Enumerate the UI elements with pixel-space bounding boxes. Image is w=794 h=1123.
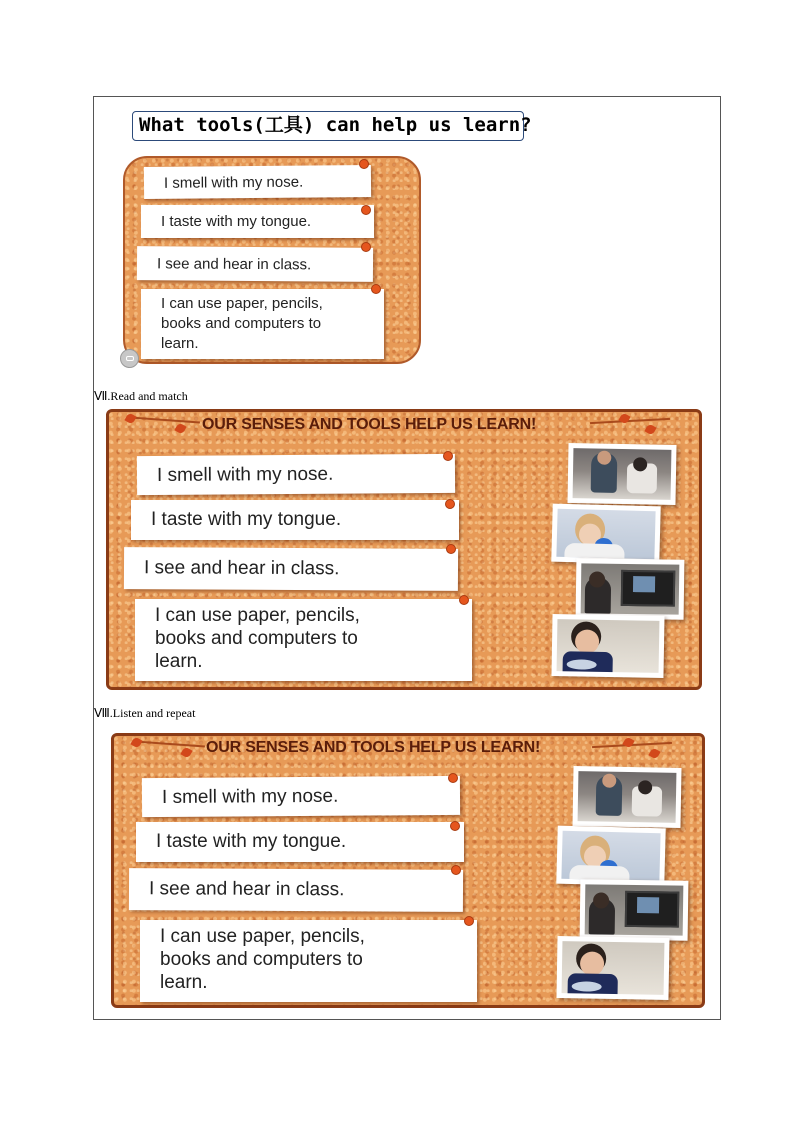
board-title: OUR SENSES AND TOOLS HELP US LEARN! xyxy=(206,739,541,756)
sentence-card: I taste with my tongue. xyxy=(141,205,374,238)
pin-icon xyxy=(362,206,370,214)
sentence-card: I smell with my nose. xyxy=(144,165,371,199)
sentence-card: I see and hear in class. xyxy=(124,547,458,591)
pin-icon xyxy=(460,596,468,604)
section-label: Ⅶ.Read and match xyxy=(94,389,188,403)
sentence-card: I smell with my nose. xyxy=(137,454,455,495)
sentence-card: I can use paper, pencils, books and computers to learn. xyxy=(140,920,477,1002)
photo-girl-eating xyxy=(551,614,664,678)
section-label: Ⅷ.Listen and repeat xyxy=(94,706,196,720)
photo-teacher-and-boy xyxy=(572,766,681,828)
sentence-card: I taste with my tongue. xyxy=(131,500,459,540)
sentence-card: I smell with my nose. xyxy=(142,776,460,817)
sentence-card: I see and hear in class. xyxy=(137,246,373,282)
pin-icon xyxy=(452,866,460,874)
pin-icon xyxy=(451,822,459,830)
sentence-card: I can use paper, pencils, books and computers to learn. xyxy=(135,599,472,681)
sentence-card: I taste with my tongue. xyxy=(136,822,464,862)
pin-icon xyxy=(449,774,457,782)
sentence-card: I see and hear in class. xyxy=(129,868,463,912)
pin-icon xyxy=(465,917,473,925)
pin-icon xyxy=(446,500,454,508)
board-title: OUR SENSES AND TOOLS HELP US LEARN! xyxy=(202,416,537,433)
photo-teacher-and-boy xyxy=(567,443,676,505)
pin-icon xyxy=(360,160,368,168)
photo-girl-tasting xyxy=(551,504,660,565)
sentence-card: I can use paper, pencils, books and computers to learn. xyxy=(141,289,384,359)
photo-girl-tasting xyxy=(556,826,665,887)
pin-icon xyxy=(362,243,370,251)
photo-child-at-computer xyxy=(576,558,685,620)
question-box: What tools(工具) can help us learn? xyxy=(132,111,524,141)
pin-icon xyxy=(444,452,452,460)
pin-icon xyxy=(372,285,380,293)
pin-icon xyxy=(447,545,455,553)
photo-child-at-computer xyxy=(580,879,689,941)
photo-girl-eating xyxy=(556,936,669,1000)
speaker-icon[interactable] xyxy=(120,349,139,368)
